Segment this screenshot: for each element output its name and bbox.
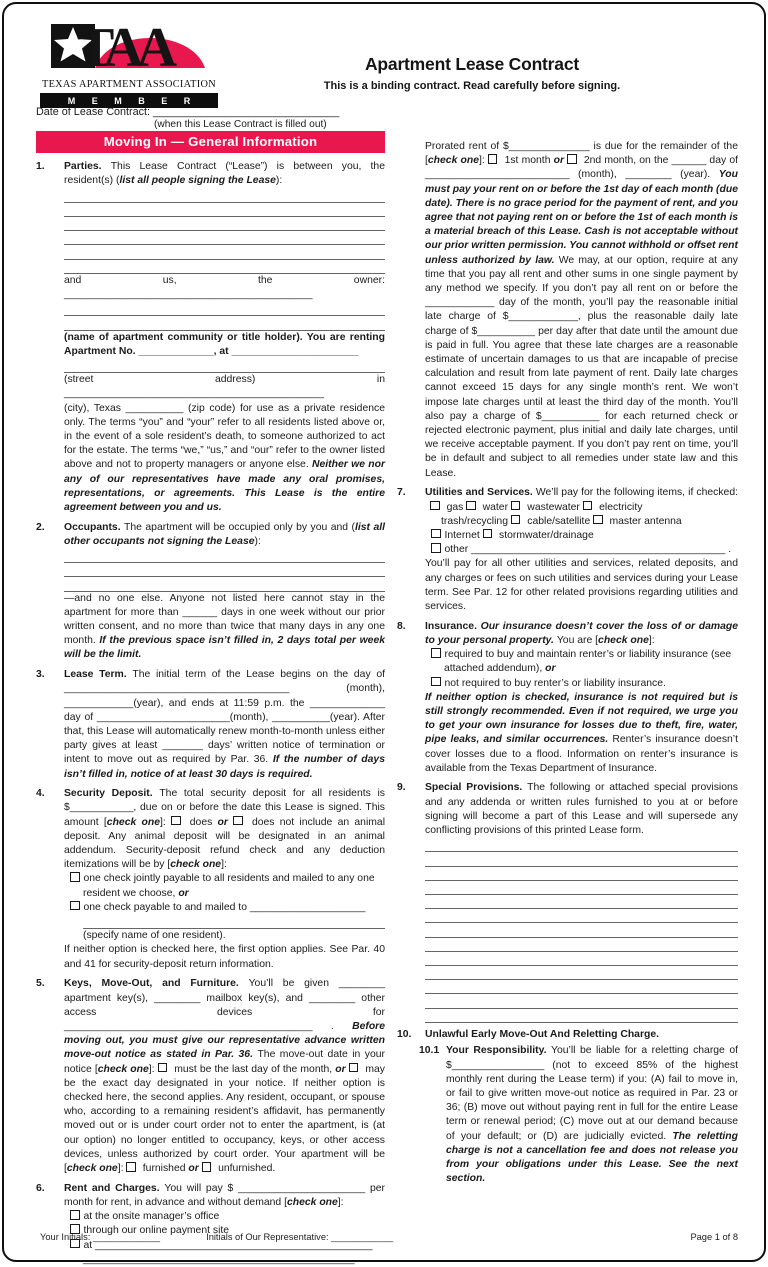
text-run: does not include an animal deposit. Any animal deposit will be designated in an animal addendum. Security-deposit refund check and any deduction itemizations will be by [: [64, 816, 385, 871]
text-run: ]:: [478, 155, 488, 167]
section-banner: Moving In — General Information: [36, 131, 385, 153]
text-run: You are [: [556, 634, 599, 646]
checkbox-line: [70, 872, 385, 900]
checkbox-icon[interactable]: [70, 1210, 80, 1220]
text-run: Insurance.: [425, 620, 481, 632]
section-paragraph: [397, 781, 738, 838]
text-run: Parties.: [64, 161, 111, 173]
date-of-lease-row: [36, 106, 339, 130]
text-run: ]:: [337, 1196, 344, 1208]
text-run: at ________________________________________________: [83, 1239, 373, 1251]
checkbox-line: [441, 515, 738, 529]
date-hint: (when this Lease Contract is filled out): [154, 119, 327, 130]
paragraph-number: 2.: [36, 521, 45, 533]
text-run: or: [545, 663, 556, 675]
text-run: 1st month: [501, 155, 554, 167]
text-run: Occupants.: [64, 521, 125, 533]
text-run: You’ll be liable for a reletting charge of $________________ (not to exceed 85% of the highest monthly rent during the Lease term) if you: (A) fail to move in, or fail to give written move-out notice as required in Par. 23 or 36; (B) move out without paying rent in full for the entire Lease term or renewal period; (C) move out at our demand because of your default; or (D) are judicially evicted.: [446, 1045, 738, 1142]
text-run: If the number of days isn’t filled in, notice of at least 30 days is required.: [64, 754, 385, 780]
paragraph-number: 4.: [36, 788, 45, 800]
checkbox-icon[interactable]: [158, 1063, 168, 1073]
text-run: check one: [170, 859, 222, 871]
text-run: list all other occupants not signing the Lease: [64, 521, 386, 547]
logo-org-name: TEXAS APARTMENT ASSOCIATION: [42, 79, 216, 90]
text-run: ):: [254, 535, 261, 547]
text-run: or: [335, 1063, 346, 1075]
text-run: stormwater/drainage: [496, 529, 594, 541]
checkbox-line: [83, 929, 385, 943]
text-run: If neither option is checked, insurance is not required but is still strongly recommended. Even if not required, we urge you to get your own insurance for losses due to theft, fire, water, pipe leaks, and similar occurrences.: [425, 691, 738, 746]
checkbox-line: [83, 1253, 385, 1267]
blank-line[interactable]: [64, 577, 385, 591]
blank-line[interactable]: [425, 867, 738, 881]
checkbox-icon[interactable]: [431, 543, 441, 553]
text-run: Your Responsibility.: [446, 1045, 551, 1057]
taa-logo-block: [40, 20, 218, 108]
text-run: You’ll be given ________ apartment key(s), ________ mailbox key(s), and ________ other access devices for ___________________________________________ .: [64, 978, 385, 1032]
text-run: ):: [275, 175, 283, 187]
text-run: other ____________________________________________ .: [444, 544, 732, 556]
text-run: You’ll pay for all other utilities and services, related deposits, and any charges or fees on such utilities and services during your Lease term. See Par. 12 for other related provisions regarding utilities and services.: [425, 558, 738, 612]
text-run: 2nd month, on the ______ day of _________________________ (month), ________ (year).: [425, 155, 738, 181]
blank-line[interactable]: [425, 994, 738, 1008]
text-run: The following or attached special provisions and any addenda or written rules furnished to you at or before signing will become a part of this Lease and will supersede any conflicting provisions of this printed Lease form.: [425, 782, 738, 837]
paragraph-number: 7.: [397, 487, 406, 499]
text-run: You will pay $ ______________________ per month for rent, in advance and without demand [: [64, 1182, 385, 1208]
text-run: master antenna: [606, 515, 682, 527]
text-run: The total security deposit for all residents is $___________, due on or before the date this Lease is signed. This amount [: [64, 788, 385, 828]
section-paragraph: [36, 977, 385, 1176]
svg-text:TAA: TAA: [77, 20, 171, 72]
paragraph: [36, 943, 385, 971]
text-run: ]:: [221, 859, 227, 871]
text-run: check one: [106, 816, 160, 828]
blank-line[interactable]: [64, 203, 385, 217]
subsection-paragraph: [419, 1044, 738, 1186]
text-run: ]:: [148, 1063, 158, 1075]
text-run: unfurnished.: [215, 1163, 276, 1175]
text-run: through our online payment site: [83, 1225, 230, 1237]
text-run: or: [217, 816, 228, 828]
checkbox-line: [431, 648, 738, 676]
paragraph: [36, 274, 385, 302]
text-run: must be the last day of the month,: [171, 1063, 336, 1075]
text-run: Keys, Move-Out, and Furniture.: [64, 978, 249, 990]
paragraph: [36, 373, 385, 401]
blank-line[interactable]: [425, 966, 738, 980]
taa-logo-icon: [49, 20, 209, 72]
checkbox-icon[interactable]: [431, 648, 441, 658]
text-run: We may, at our option, require at any time that you pay all rent and other sums in one single payment by any method we specify. If you don’t pay all rent on or before the ____________ day of the month, you’ll pay the reasonable initial late charge of $____________, plus the reasonable daily late charge of $__________ per day after that date until the amount due is paid in full. You agree that these late charges are a reasonable estimate of uncertain damages to us that are incapable of precise calculation and result from late payment of rent. Daily late charges cannot exceed 15 days for any single month’s rent. We won’t impose late charges until at least the third day of the month. You’ll also pay a charge of $__________ for each returned check or rejected electronic payment, plus initial and daily late charges, until we receive acceptable payment. If you don’t pay rent on time, you’ll be in default and subject to all remedies under state law and this Lease.: [425, 254, 739, 479]
blank-line[interactable]: [64, 302, 385, 316]
text-run: (street address) in _____________________________________________: [64, 374, 385, 400]
text-run: Renter’s insurance doesn’t cover losses due to a flood. Information on renter’s insurance is available from the Texas Department of Insurance.: [425, 734, 738, 774]
checkbox-icon[interactable]: [483, 529, 493, 539]
checkbox-icon[interactable]: [593, 515, 603, 525]
text-run: furnished: [139, 1163, 189, 1175]
paragraph: [397, 557, 738, 614]
text-run: You must pay your rent on or before the 1st day of each month (due date). There is no grace period for the payment of rent, and you agree that not paying rent on or before the 1st of each month is a material breach of this Lease. Cash is not acceptable without our prior written permission. You cannot withhold or offset rent unless authorized by law.: [425, 169, 738, 266]
checkbox-icon[interactable]: [349, 1063, 359, 1073]
blank-line[interactable]: [425, 881, 738, 895]
text-run: check one: [66, 1163, 118, 1175]
checkbox-icon[interactable]: [466, 501, 476, 511]
blank-line[interactable]: [64, 245, 385, 259]
paragraph-number: 1.: [36, 161, 45, 173]
paragraph: [36, 592, 385, 663]
checkbox-icon[interactable]: [70, 872, 80, 882]
blank-line[interactable]: [425, 895, 738, 909]
blank-line[interactable]: [64, 359, 385, 373]
text-run: ]:: [159, 816, 172, 828]
blank-line[interactable]: [64, 549, 385, 563]
text-run: Before moving out, you must give our representative advance written move-out notice as stated in Par. 36.: [64, 1020, 385, 1061]
blank-line[interactable]: [425, 1009, 738, 1023]
text-run: may be the exact day designated in your notice. If neither option is checked here, the second applies. Any resident, occupant, or spouse who, according to a remaining resident’s affidavit, has permanently moved out or is under court order not to enter the apartment, is (at our option) no longer entitled to occupancy, keys, or other access devices, unless authorized by court order. Your apartment will be [: [64, 1063, 385, 1175]
checkbox-line: [431, 543, 738, 557]
text-run: Our insurance doesn’t cover the loss of or damage to your personal property.: [425, 620, 738, 646]
logo-member-bar: M E M B E R: [40, 93, 218, 108]
text-run: required to buy and maintain renter’s or liability insurance (see attached addendum),: [444, 649, 732, 675]
checkbox-icon[interactable]: [567, 154, 577, 164]
left-column: [36, 131, 385, 1267]
section-paragraph: [36, 521, 385, 549]
text-run: water: [479, 501, 511, 513]
text-run: one check jointly payable to all residents and mailed to any one resident we choose,: [83, 873, 375, 899]
section-paragraph: [36, 1182, 385, 1210]
checkbox-line: [431, 529, 738, 543]
blank-line[interactable]: [64, 231, 385, 245]
text-run: check one: [97, 1063, 149, 1075]
document-header: [200, 54, 744, 92]
your-initials-field[interactable]: Your Initials: _____________: [40, 1232, 161, 1242]
date-blank-field[interactable]: _______________________________: [153, 106, 340, 118]
blank-line[interactable]: [425, 938, 738, 952]
checkbox-icon[interactable]: [233, 816, 243, 826]
blank-line[interactable]: [425, 852, 738, 866]
text-run: ]:: [117, 1163, 127, 1175]
paragraph-number: 9.: [397, 782, 406, 794]
paragraph-number: 6.: [36, 1182, 45, 1194]
text-run: If the previous space isn’t filled in, 2 days total per week will be the limit.: [64, 635, 385, 661]
blank-line[interactable]: [425, 952, 738, 966]
paragraph: [36, 402, 385, 516]
text-run: does: [184, 816, 218, 828]
left-column-content: [36, 160, 385, 1267]
paragraph-number: 5.: [36, 978, 45, 990]
blank-line[interactable]: [64, 260, 385, 274]
text-run: at the onsite manager’s office: [83, 1211, 220, 1223]
right-column-content: [397, 140, 738, 1186]
text-run: We’ll pay for the following items, if checked:: [425, 487, 739, 513]
blank-line[interactable]: [64, 189, 385, 203]
page-footer: [40, 1232, 738, 1242]
right-column: [397, 140, 738, 1186]
text-run: ]:: [648, 634, 655, 646]
paragraph: [397, 691, 738, 776]
paragraph-number: 8.: [397, 620, 406, 632]
text-run: The reletting charge is not a cancellation fee and does not release you from your obligations under this Lease. See the next section.: [446, 1130, 738, 1185]
text-run: The move-out date in your notice [: [64, 1049, 385, 1075]
text-run: wastewater: [524, 501, 583, 513]
text-run: check one: [598, 634, 649, 646]
text-run: Prorated rent of $______________ is due for the remainder of the [: [425, 141, 738, 167]
checkbox-icon[interactable]: [511, 501, 521, 511]
text-run: Lease Term.: [64, 669, 133, 681]
checkbox-icon[interactable]: [171, 816, 181, 826]
checkbox-icon[interactable]: [202, 1162, 212, 1172]
text-run: Unlawful Early Move-Out And Reletting Charge.: [425, 1029, 660, 1041]
text-run: _______________________________________________ .: [83, 1253, 361, 1265]
blank-line[interactable]: [425, 909, 738, 923]
text-run: list all people signing the Lease: [119, 175, 276, 187]
checkbox-icon[interactable]: [431, 529, 441, 539]
text-run: The initial term of the Lease begins on the day of _______________________________________ (month), ____________(year), and ends at 11:59 p.m. the _____________ day of _______________________(month), __________(year). After that, this Lease will automatically renew month-to-month unless either party gives at least _______ days’ written notice of termination or intent to move out as required by Par. 36.: [64, 669, 385, 766]
text-run: The apartment will be occupied only by you and (: [124, 521, 355, 533]
text-run: Special Provisions.: [425, 782, 528, 794]
text-run: gas: [443, 501, 467, 513]
text-run: This Lease Contract (“Lease”) is between you, the resident(s) (: [64, 161, 385, 187]
text-run: check one: [286, 1196, 338, 1208]
checkbox-line: [70, 901, 385, 915]
text-run: trash/recycling: [441, 515, 511, 527]
text-run: (specify name of one resident).: [83, 930, 226, 942]
paragraph: [36, 331, 385, 359]
checkbox-line: [431, 677, 738, 691]
text-run: —and no one else. Anyone not listed here cannot stay in the apartment for more than ______ days in one week without our prior written consent, and no more than twice that many days in any one month.: [64, 592, 385, 647]
text-run: Utilities and Services.: [425, 487, 536, 499]
text-run: and us, the owner: ___________________________________________: [64, 274, 385, 300]
checkbox-icon[interactable]: [511, 515, 521, 525]
page-number: Page 1 of 8: [690, 1232, 738, 1242]
text-run: cable/satellite: [524, 515, 594, 527]
page-title: Apartment Lease Contract: [364, 54, 579, 74]
paragraph: [397, 140, 738, 481]
text-run: Neither we nor any of our representatives have made any oral promises, representations, or agreements. This Lease is the entire agreement between you and us.: [64, 459, 386, 513]
text-run: or: [553, 155, 565, 167]
text-run: (city), Texas __________ (zip code) for use as a private residence only. The terms “you” and “your” refer to all residents listed above or, in the event of a sole resident’s death, to someone authorized to act for the estate. The terms “we,” “us,” and “our” refer to the owner listed above and not to property managers or anyone else.: [64, 402, 385, 471]
paragraph-number: 10.1: [419, 1045, 440, 1057]
blank-line[interactable]: [425, 980, 738, 994]
checkbox-icon[interactable]: [431, 677, 441, 687]
blank-line[interactable]: [425, 923, 738, 937]
text-run: Rent and Charges.: [64, 1182, 165, 1194]
blank-line[interactable]: [64, 217, 385, 231]
representative-initials-field[interactable]: Initials of Our Representative: ____________: [206, 1232, 394, 1242]
text-run: one check payable to and mailed to ____________________: [83, 901, 366, 913]
checkbox-icon[interactable]: [583, 501, 593, 511]
page-subtitle: This is a binding contract. Read carefully before signing.: [323, 80, 621, 92]
text-run: Security Deposit.: [64, 788, 160, 800]
section-paragraph: [397, 1028, 738, 1042]
text-run: check one: [427, 155, 479, 167]
checkbox-icon[interactable]: [430, 501, 440, 511]
section-paragraph: [36, 668, 385, 782]
section-paragraph: [397, 486, 738, 514]
checkbox-line: [70, 1210, 385, 1224]
blank-line[interactable]: [64, 563, 385, 577]
text-run: or: [178, 887, 189, 899]
paragraph-number: 10.: [397, 1029, 412, 1041]
section-paragraph: [36, 160, 385, 188]
blank-line[interactable]: [64, 316, 385, 330]
checkbox-icon[interactable]: [488, 154, 498, 164]
section-paragraph: [397, 620, 738, 648]
date-label: Date of Lease Contract:: [36, 106, 151, 118]
text-run: or: [188, 1163, 199, 1175]
text-run: electricity: [596, 501, 643, 513]
text-run: Internet: [444, 529, 483, 541]
section-paragraph: [36, 787, 385, 872]
checkbox-icon[interactable]: [126, 1162, 136, 1172]
checkbox-icon[interactable]: [70, 901, 80, 911]
paragraph-number: 3.: [36, 669, 45, 681]
text-run: (name of apartment community or title holder). You are renting Apartment No. _____________, at ______________________: [64, 331, 385, 357]
blank-line[interactable]: [83, 915, 385, 929]
text-run: If neither option is checked here, the first option applies. See Par. 40 and 41 for security-deposit return information.: [64, 944, 385, 970]
text-run: not required to buy renter’s or liability insurance.: [444, 677, 666, 689]
blank-line[interactable]: [425, 838, 738, 852]
